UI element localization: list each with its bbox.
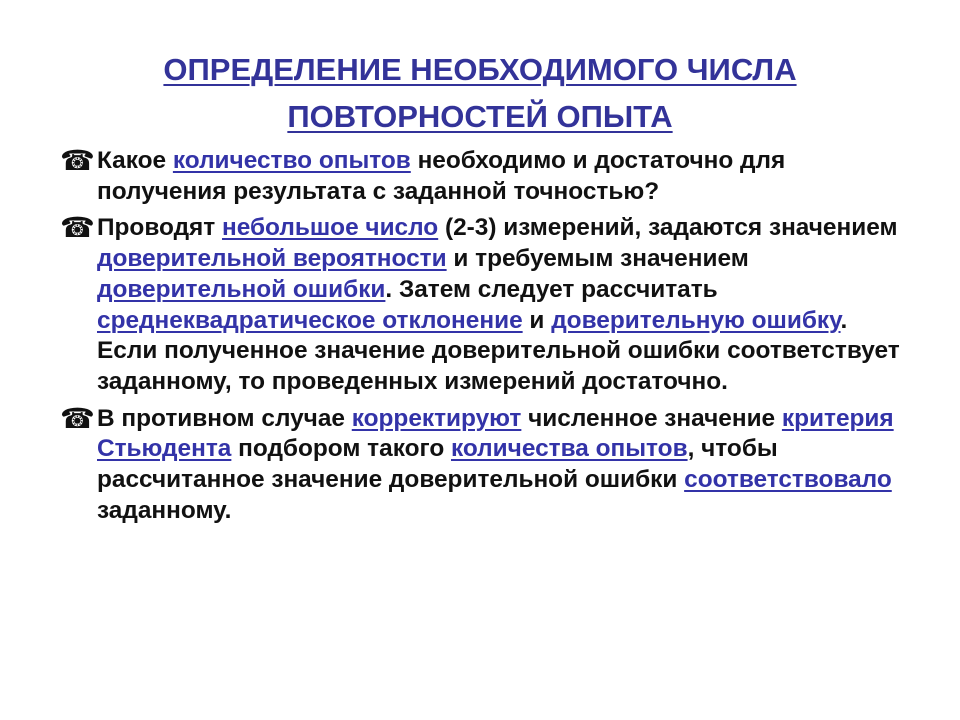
bullet-3-text-4: , чтобы рассчитанное значение доверительной ошибки — [97, 435, 778, 494]
term-link-confidence-error-accusative[interactable]: доверительную ошибку — [551, 306, 841, 334]
term-link-correct[interactable]: корректируют — [351, 404, 522, 432]
term-link-small-number[interactable]: небольшое число — [222, 214, 439, 242]
bullet-1-text-2: необходимо и достаточно для получения результата с заданной точностью? — [97, 147, 786, 205]
term-link-quantity-of-experiments[interactable]: количество опытов — [172, 147, 411, 174]
bullet-2-text-5: и — [522, 306, 552, 334]
bullet-3-text-1: В противном случае — [97, 404, 352, 432]
telephone-icon: ☎ — [60, 211, 95, 245]
bullet-item-3 — [60, 401, 900, 527]
title-line-2: ПОВТОРНОСТЕЙ ОПЫТА — [287, 99, 673, 134]
term-link-student-criterion[interactable]: критерия Стьюдента — [97, 404, 894, 463]
slide-title — [60, 46, 900, 140]
bullet-3-text-2: численное значение — [521, 404, 782, 432]
telephone-icon: ☎ — [60, 144, 95, 177]
bullet-2-text-4: . Затем следует рассчитать — [385, 275, 718, 303]
telephone-icon: ☎ — [60, 401, 95, 435]
bullet-3-text-3: подбором такого — [231, 435, 451, 463]
bullet-3-text-5: заданному. — [97, 496, 232, 524]
bullet-list — [60, 146, 900, 532]
bullet-2-text-1: Проводят — [97, 214, 223, 242]
term-link-confidence-error[interactable]: доверительной ошибки — [97, 275, 386, 303]
term-link-corresponded[interactable]: соответствовало — [684, 466, 892, 494]
bullet-item-2 — [60, 213, 900, 397]
term-link-confidence-probability[interactable]: доверительной вероятности — [97, 245, 447, 273]
bullet-1-text-1: Какое — [97, 147, 173, 174]
bullet-2-text-6: . Если полученное значение доверительной ошибки соответствует заданному, то проведенных измерений достаточно. — [97, 306, 900, 395]
bullet-2-text-3: и требуемым значением — [446, 245, 749, 273]
term-link-standard-deviation[interactable]: среднеквадратическое отклонение — [97, 306, 523, 334]
title-line-1: ОПРЕДЕЛЕНИЕ НЕОБХОДИМОГО ЧИСЛА — [163, 52, 797, 87]
term-link-quantity-of-experiments-genitive[interactable]: количества опытов — [451, 435, 688, 463]
bullet-item-1 — [60, 146, 900, 207]
bullet-2-text-2: (2-3) измерений, задаются значением — [438, 214, 898, 242]
